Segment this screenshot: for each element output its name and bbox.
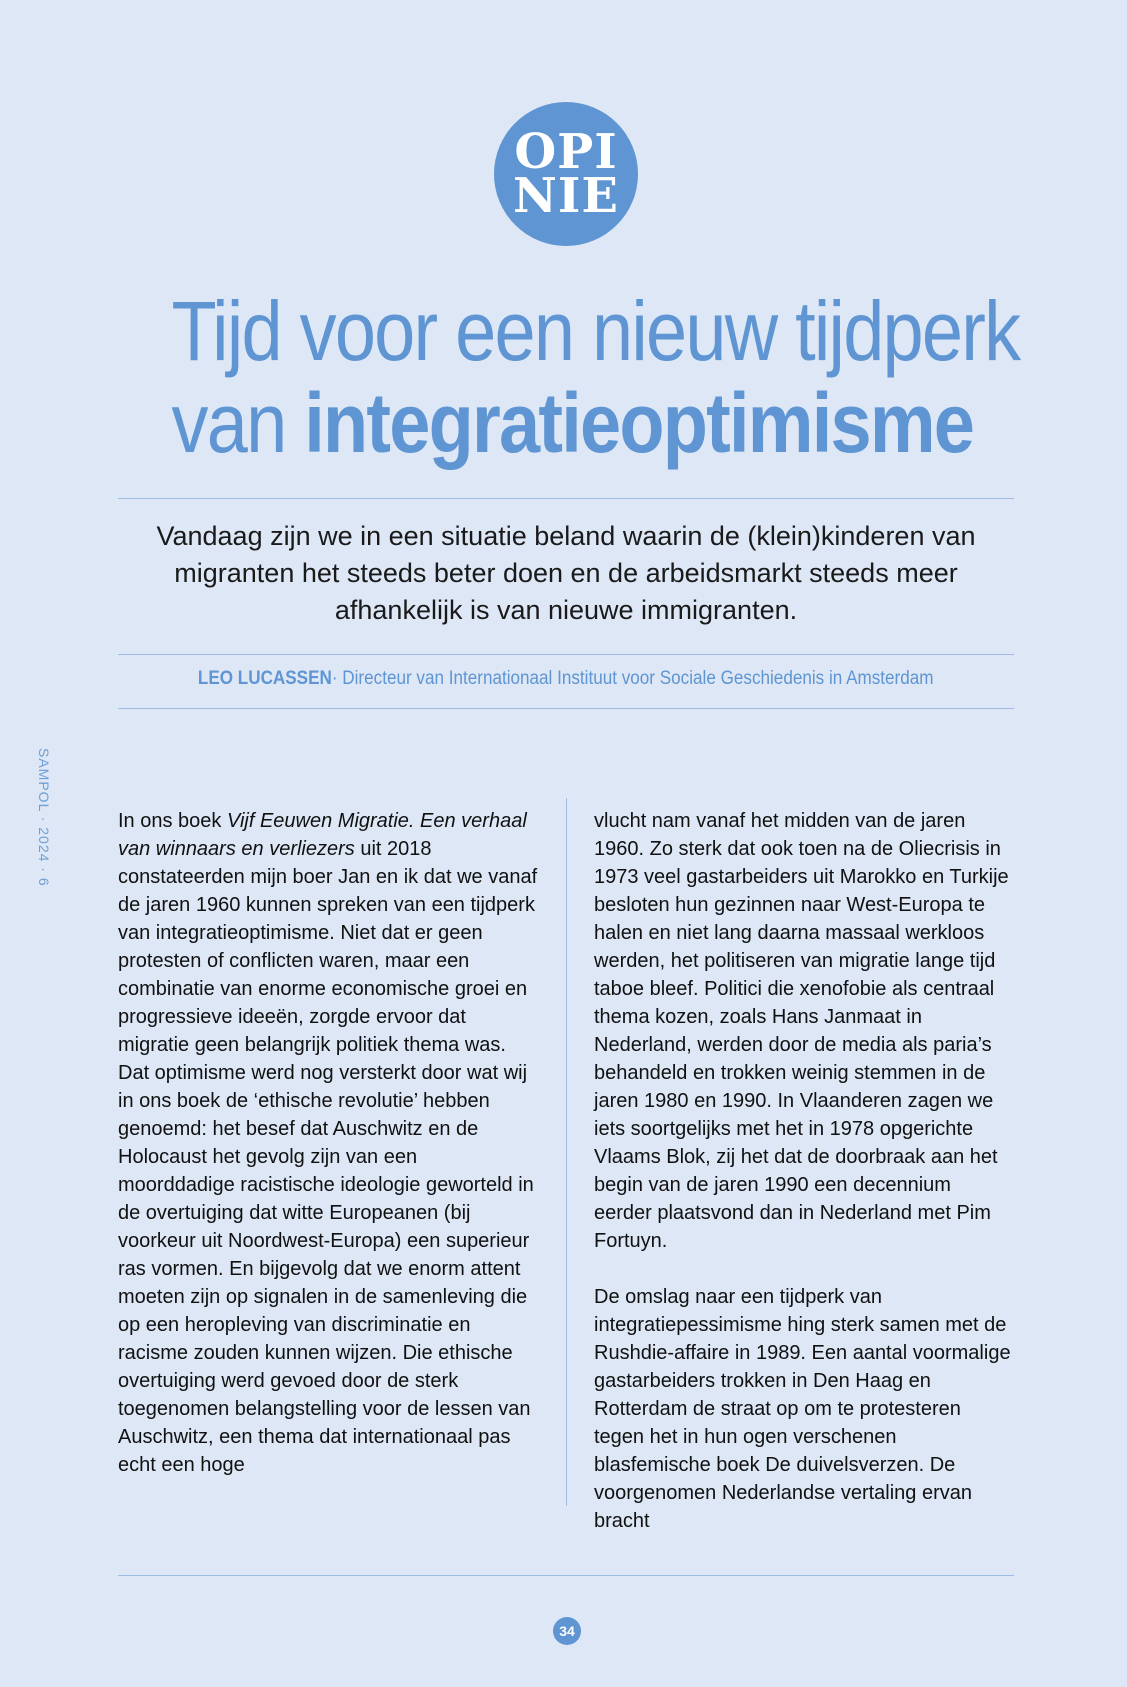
divider-rule-middle	[118, 654, 1014, 655]
text-column-2	[594, 807, 1014, 1535]
divider-rule-bottom	[118, 1575, 1014, 1576]
paragraph	[118, 807, 538, 1059]
badge-line-1: OPI	[514, 124, 618, 180]
side-label: SAMPOL · 2024 · 6	[36, 748, 52, 887]
title-line-2	[171, 376, 974, 470]
opinie-badge	[494, 102, 638, 246]
column-divider	[566, 798, 567, 1506]
paragraph: vlucht nam vanaf het midden van de jaren 1960. Zo sterk dat ook toen na de Oliecrisis in 1973 veel gastarbeiders uit Marokko en Turkije besloten hun gezinnen naar West-Europa te halen en niet lang daarna massaal werkloos werden, het politiseren van migratie lange tijd taboe bleef. Politici die xenofobie als centraal thema kozen, zoals Hans Janmaat in Nederland, werden door de media als paria’s behandeld en trokken weinig stemmen in de jaren 1980 en 1990. In Vlaanderen zagen we iets soortgelijks met het in 1978 opgerichte Vlaams Blok, zij het dat de doorbraak aan het begin van de jaren 1990 een decennium eerder plaatsvond dan in Nederland met Pim Fortuyn.	[594, 810, 1009, 1252]
paragraph: Dat optimisme werd nog versterkt door wat wij in ons boek de ‘ethische revolutie’ hebben genoemd: het besef dat Auschwitz en de Holocaust het gevolg zijn van een moorddadige racistische ideologie geworteld in de overtuiging dat witte Europeanen (bij voorkeur uit Noordwest-Europa) een superieur ras vormen. En bijgevolg dat we enorm attent moeten zijn op signalen in de samenleving die op een heropleving van discriminatie en racisme zouden kunnen wijzen. Die ethische overtuiging werd gevoed door de sterk toegenomen belangstelling voor de lessen van Auschwitz, een thema dat internationaal pas echt een hoge	[118, 1062, 534, 1476]
divider-rule-top	[118, 498, 1014, 499]
page-number: 34	[553, 1617, 581, 1645]
book-title: Vijf Eeuwen Migratie. Een verhaal van winnaars en verliezers	[118, 810, 527, 860]
divider-rule-byline	[118, 708, 1014, 709]
title-line-2-light: van	[171, 376, 305, 470]
paragraph: De omslag naar een tijdperk van integratiepessimisme hing sterk samen met de Rushdie-affaire in 1989. Een aantal voormalige gastarbeiders trokken in Den Haag en Rotterdam de straat op om te protesteren tegen het in hun ogen verschenen blasfemische boek De duivelsverzen. De voorgenomen Nederlandse vertaling ervan bracht	[594, 1286, 1011, 1532]
text-column-1	[118, 807, 538, 1479]
paragraph-intro: In ons boek	[118, 810, 227, 832]
article-title	[118, 284, 1020, 470]
title-line-2-bold: integratieoptimisme	[304, 376, 974, 470]
byline-author: LEO LUCASSEN	[198, 668, 333, 689]
byline-role: · Directeur van Internationaal Instituut voor Sociale Geschiedenis in Amsterdam	[332, 668, 934, 689]
title-line-1: Tijd voor een nieuw tijdperk	[171, 284, 1020, 378]
lead-paragraph: Vandaag zijn we in een situatie beland waarin de (klein)kinderen van migranten het steeds beter doen en de arbeidsmarkt steeds meer afhankelijk is van nieuwe immigranten.	[156, 521, 976, 625]
byline	[118, 668, 1014, 690]
badge-line-2: NIE	[513, 168, 619, 224]
paragraph-rest: uit 2018 constateerden mijn boer Jan en ik dat we vanaf de jaren 1960 kunnen spreken van een tijdperk van integratieoptimisme. Niet dat er geen protesten of conflicten waren, maar een combinatie van enorme economische groei en progressieve ideeën, zorgde ervoor dat migratie geen belangrijk politiek thema was.	[118, 838, 538, 1056]
